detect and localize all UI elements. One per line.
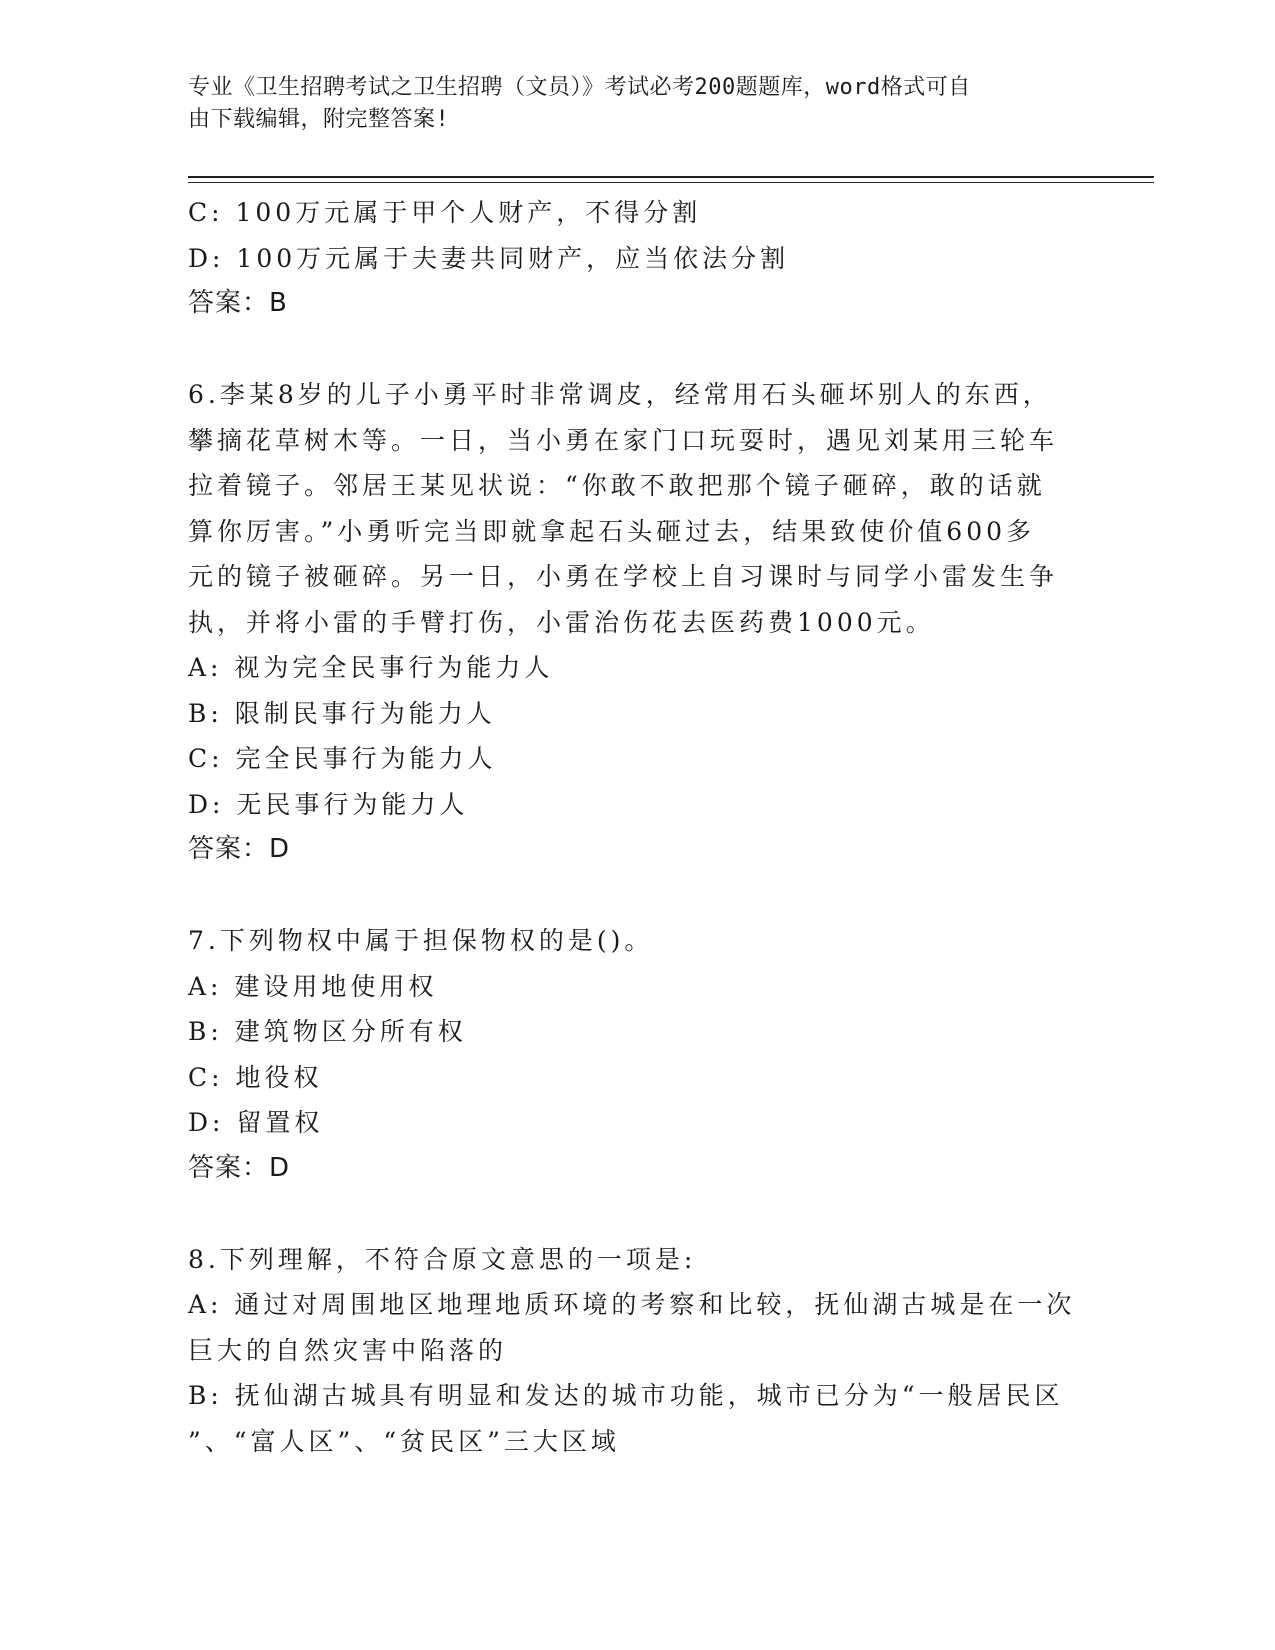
answer-line: 答案：D [188, 1152, 291, 1183]
option-c: C: 100万元属于甲个人财产，不得分割 [188, 198, 702, 227]
document-body [188, 190, 1088, 1464]
option-a-line: 巨大的自然灾害中陷落的 [188, 1335, 508, 1365]
question-8 [188, 1237, 1088, 1465]
question-stem-line: 执，并将小雷的手臂打伤，小雷治伤花去医药费1000元。 [188, 607, 935, 637]
option-b-line: B: 抚仙湖古城具有明显和发达的城市功能，城市已分为“一般居民区 [188, 1381, 1064, 1410]
option-d: D: 留置权 [188, 1108, 324, 1137]
option-b-line: ”、“富人区”、“贫民区”三大区域 [188, 1426, 620, 1456]
spacer [188, 327, 1088, 373]
header-line-1: 专业《卫生招聘考试之卫生招聘（文员）》考试必考200题题库，word格式可自 [188, 75, 971, 100]
header-divider-thin [188, 182, 1154, 183]
question-stem-line: 6.李某8岁的儿子小勇平时非常调皮，经常用石头砸坏别人的东西， [188, 380, 1052, 409]
question-stem: 7.下列物权中属于担保物权的是()。 [188, 926, 654, 955]
question-stem-line: 攀摘花草树木等。一日，当小勇在家门口玩耍时，遇见刘某用三轮车 [188, 425, 1059, 455]
spacer [188, 1191, 1088, 1237]
option-d: D: 无民事行为能力人 [188, 789, 469, 819]
question-5-tail [188, 190, 1088, 327]
question-stem-line: 元的镜子被砸碎。另一日，小勇在学校上自习课时与同学小雷发生争 [188, 562, 1059, 591]
answer-line: 答案：D [188, 834, 291, 864]
spacer [188, 873, 1088, 919]
header-divider-thick [188, 176, 1154, 178]
question-6 [188, 372, 1088, 873]
question-stem-line: 算你厉害。”小勇听完当即就拿起石头砸过去，结果致使价值600多 [188, 516, 1036, 546]
option-a-line: A: 通过对周围地区地理地质环境的考察和比较，抚仙湖古城是在一次 [188, 1290, 1076, 1319]
question-stem: 8.下列理解，不符合原文意思的一项是: [188, 1244, 697, 1274]
option-a: A: 建设用地使用权 [188, 971, 438, 1001]
answer-line: 答案：B [188, 288, 288, 318]
option-c: C: 地役权 [188, 1062, 323, 1092]
option-b: B: 限制民事行为能力人 [188, 698, 496, 728]
option-b: B: 建筑物区分所有权 [188, 1017, 467, 1046]
option-a: A: 视为完全民事行为能力人 [188, 653, 554, 682]
option-c: C: 完全民事行为能力人 [188, 744, 497, 773]
option-d: D: 100万元属于夫妻共同财产，应当依法分割 [188, 243, 790, 273]
header-line-2: 由下载编辑，附完整答案! [188, 107, 450, 132]
document-header [188, 72, 1068, 136]
question-stem-line: 拉着镜子。邻居王某见状说：“你敢不敢把那个镜子砸碎，敢的话就 [188, 471, 1046, 500]
question-7 [188, 918, 1088, 1191]
